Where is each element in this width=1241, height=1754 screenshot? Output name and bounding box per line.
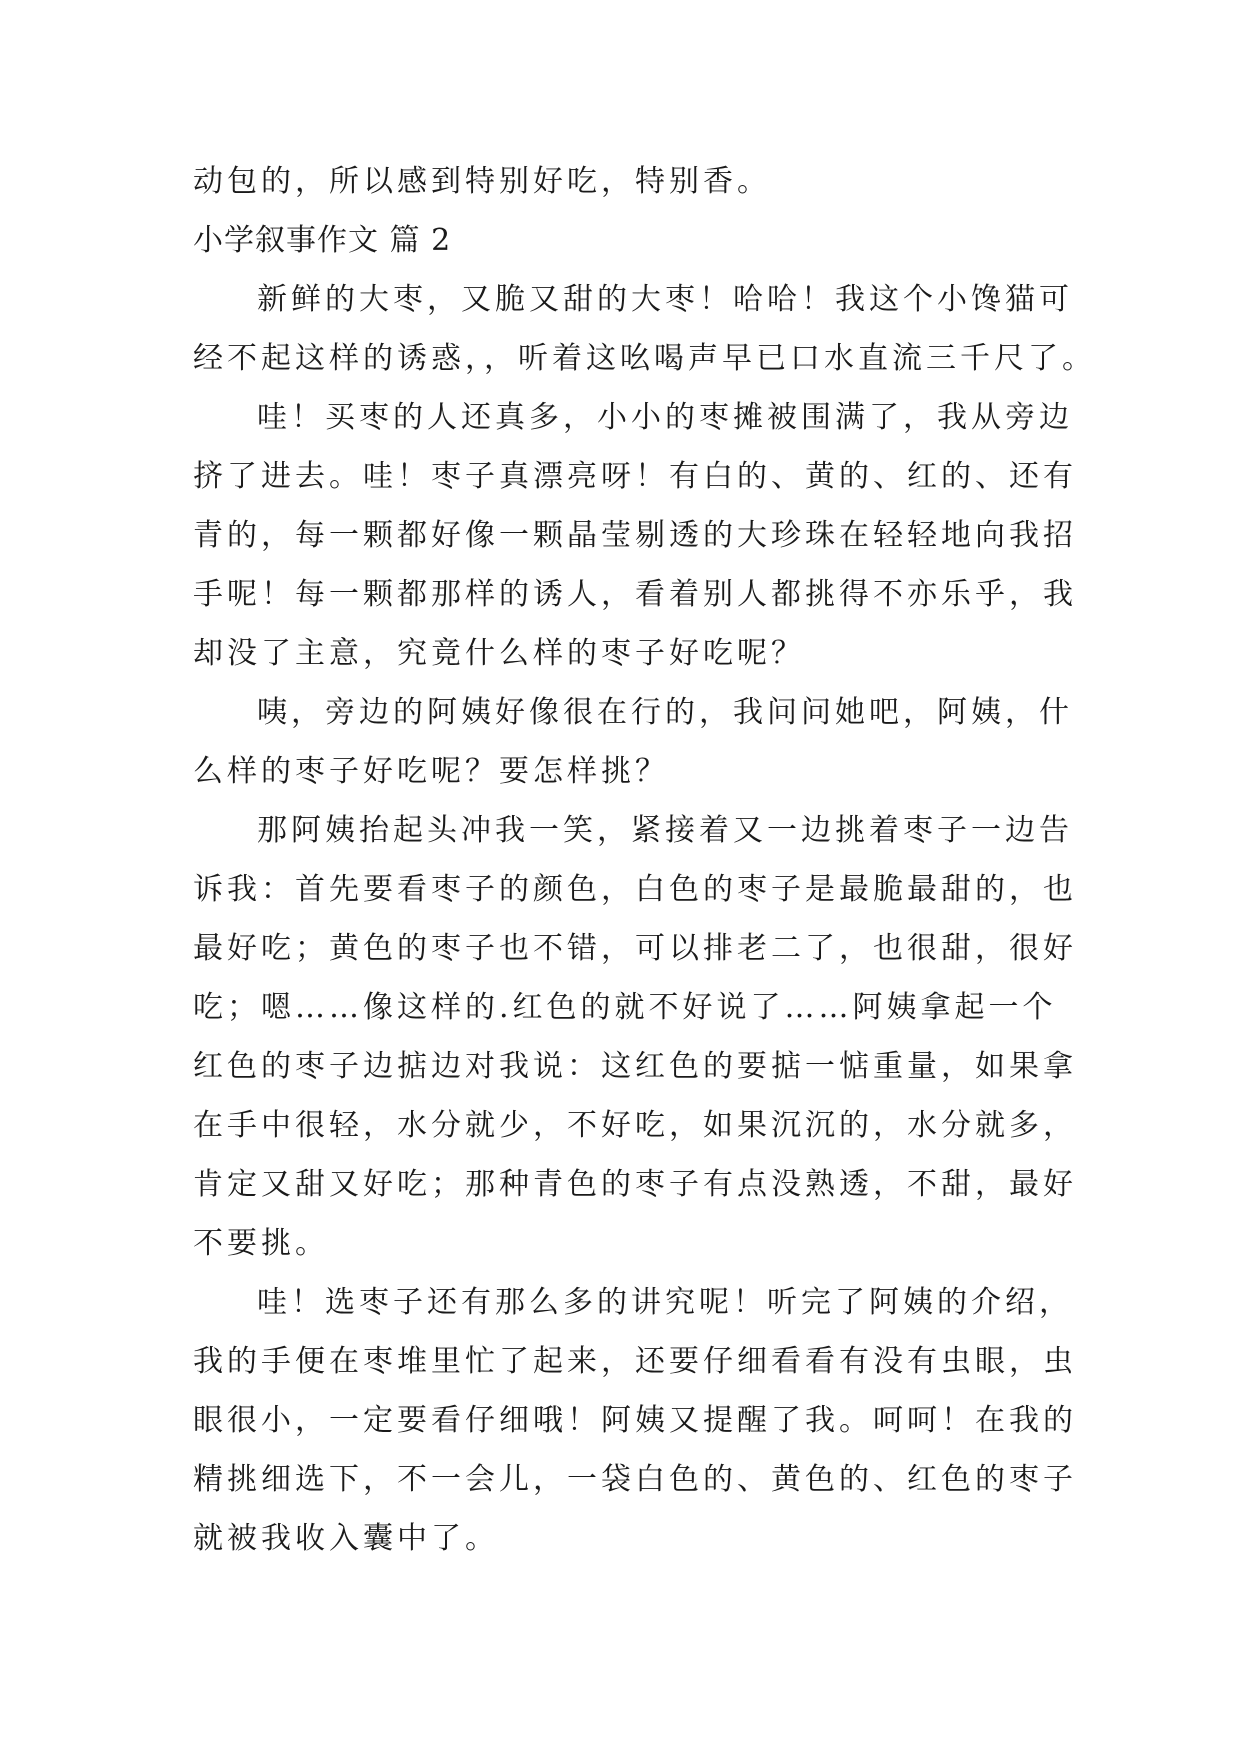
essay-body: [193, 152, 1096, 1568]
paragraph-line: 诉我：首先要看枣子的颜色，白色的枣子是最脆最甜的，也: [193, 872, 1077, 907]
paragraph-line: 挤了进去。哇！枣子真漂亮呀！有白的、黄的、红的、还有: [193, 459, 1077, 494]
paragraph-line: 最好吃；黄色的枣子也不错，可以排老二了，也很甜，很好: [193, 931, 1077, 966]
paragraph-line: 在手中很轻，水分就少，不好吃，如果沉沉的，水分就多，: [193, 1108, 1077, 1143]
paragraph-line: 青的，每一颗都好像一颗晶莹剔透的大珍珠在轻轻地向我招: [193, 518, 1077, 553]
text-line: 动包的，所以感到特别好吃，特别香。: [193, 164, 771, 199]
section-title: 小学叙事作文 篇 2: [193, 223, 452, 258]
paragraph-line: 新鲜的大枣，又脆又甜的大枣！哈哈！我这个小馋猫可: [257, 282, 1073, 317]
paragraph-line: 那阿姨抬起头冲我一笑，紧接着又一边挑着枣子一边告: [257, 813, 1073, 848]
paragraph-line: 却没了主意，究竟什么样的枣子好吃呢？: [193, 636, 805, 671]
paragraph-line: 红色的枣子边掂边对我说：这红色的要掂一惦重量，如果拿: [193, 1049, 1077, 1084]
paragraph-line: 吃；嗯……像这样的.红色的就不好说了……阿姨拿起一个: [193, 990, 1057, 1025]
paragraph-line: 哇！选枣子还有那么多的讲究呢！听完了阿姨的介绍，: [257, 1285, 1073, 1320]
paragraph-line: 眼很小，一定要看仔细哦！阿姨又提醒了我。呵呵！在我的: [193, 1403, 1077, 1438]
paragraph-line: 经不起这样的诱惑，，听着这吆喝声早已口水直流三千尺了。: [193, 341, 1096, 376]
paragraph-line: 手呢！每一颗都那样的诱人，看着别人都挑得不亦乐乎，我: [193, 577, 1077, 612]
paragraph-line: 我的手便在枣堆里忙了起来，还要仔细看看有没有虫眼，虫: [193, 1344, 1077, 1379]
paragraph-line: 哇！买枣的人还真多，小小的枣摊被围满了，我从旁边: [257, 400, 1073, 435]
paragraph-line: 就被我收入囊中了。: [193, 1521, 499, 1556]
paragraph-line: 精挑细选下，不一会儿，一袋白色的、黄色的、红色的枣子: [193, 1462, 1077, 1497]
paragraph-line: 么样的枣子好吃呢？要怎样挑？: [193, 754, 669, 789]
paragraph-line: 咦，旁边的阿姨好像很在行的，我问问她吧，阿姨，什: [257, 695, 1073, 730]
paragraph-line: 不要挑。: [193, 1226, 329, 1261]
paragraph-line: 肯定又甜又好吃；那种青色的枣子有点没熟透，不甜，最好: [193, 1167, 1077, 1202]
